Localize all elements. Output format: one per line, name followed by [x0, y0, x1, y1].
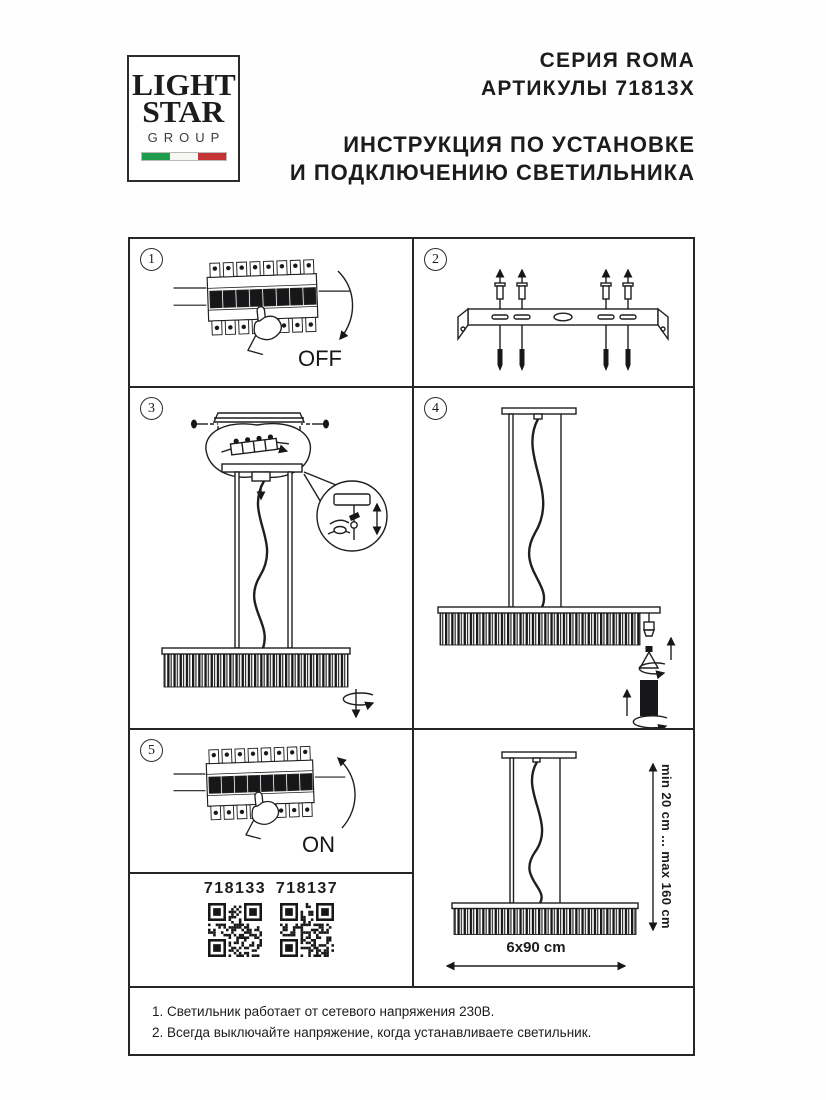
lamp-tube: [640, 680, 658, 716]
power-cable: [529, 419, 544, 607]
step-number-badge: [140, 248, 163, 271]
lamp-socket: [644, 622, 654, 630]
step-panel-3: [130, 388, 414, 730]
canopy: [222, 464, 302, 472]
step-panel-2: [414, 239, 693, 388]
bracket-left-flange: [458, 309, 468, 339]
rotate-arrow-icon: [633, 716, 667, 728]
series-block: [481, 47, 695, 103]
fixture-bar: [452, 903, 638, 909]
step-panel-5-wrap: [130, 730, 414, 986]
instruction-title: [290, 131, 695, 187]
step-number: 2: [432, 251, 439, 267]
step-number: 5: [148, 742, 155, 758]
notes-box: [128, 986, 695, 1056]
bracket-right-flange: [658, 309, 668, 339]
bracket-bar: [468, 309, 658, 325]
fixture-bar: [438, 607, 660, 613]
ceiling-mount-illustration: [130, 388, 412, 728]
instruction-grid: [128, 237, 695, 988]
width-dimension-label: 6x90 cm: [506, 939, 566, 956]
breaker-on-illustration: [130, 730, 412, 872]
qr-item-right: [275, 880, 339, 984]
step-number-badge: [424, 248, 447, 271]
suspension-rod: [288, 472, 292, 648]
step-number: 4: [432, 400, 439, 416]
suspension-rod: [510, 758, 514, 903]
ceiling-plate: [502, 752, 576, 758]
italian-flag-icon: [141, 152, 227, 161]
power-cable: [254, 481, 267, 648]
rotate-arrow-icon: [343, 693, 373, 705]
arrow-down-icon: [338, 271, 353, 339]
note-line-1: 1. Светильник работает от сетевого напряжения 230В.: [152, 1004, 495, 1019]
off-label: OFF: [298, 346, 342, 371]
on-label: ON: [302, 832, 335, 857]
fixture-fringe: [164, 654, 348, 687]
suspension-rod: [509, 414, 513, 607]
flag-red-stripe: [198, 153, 226, 160]
height-dimension-label: min 20 cm ... max 160 cm: [659, 763, 674, 929]
instruction-title-line2: И ПОДКЛЮЧЕНИЮ СВЕТИЛЬНИКА: [289, 160, 695, 185]
step-panel-4: [414, 388, 693, 730]
step-number: 3: [148, 400, 155, 416]
step-number-badge: [424, 397, 447, 420]
suspension-rod: [235, 472, 239, 648]
step-number-badge: [140, 739, 163, 762]
fixture-fringe: [454, 909, 636, 935]
mounting-bracket-illustration: [414, 239, 693, 386]
qr-panel: [130, 874, 412, 984]
instruction-title-line1: ИНСТРУКЦИЯ ПО УСТАНОВКЕ: [343, 132, 695, 157]
circuit-breaker-icon: [174, 746, 346, 840]
qr-label: 718137: [275, 880, 339, 897]
step-panel-5: [130, 730, 412, 874]
fixture-fringe: [440, 613, 640, 645]
fixture-bar: [162, 648, 350, 654]
circuit-breaker-icon: [174, 260, 350, 356]
series-title: СЕРИЯ ROMA: [539, 49, 695, 72]
lightstar-logo: [127, 55, 240, 182]
qr-code-icon: [280, 903, 334, 957]
qr-code-icon: [208, 903, 262, 957]
qr-item-left: [203, 880, 267, 984]
ceiling-plate: [502, 408, 576, 414]
logo-word-light: LIGHT: [131, 67, 236, 102]
pendant-assembly-illustration: [414, 388, 693, 728]
logo-word-star: STAR: [142, 94, 225, 129]
qr-label: 718133: [203, 880, 267, 897]
power-cable: [529, 762, 542, 903]
screw-icons: [498, 325, 631, 371]
flag-white-stripe: [170, 153, 198, 160]
arrow-up-icon: [338, 758, 355, 828]
dimensions-panel: [414, 730, 693, 986]
step-panel-1: [130, 239, 414, 388]
note-line-2: 2. Всегда выключайте напряжение, когда устанавливаете светильник.: [152, 1025, 592, 1040]
step-number-badge: [140, 397, 163, 420]
anchor-icons: [495, 270, 633, 309]
logo-word-group: GROUP: [147, 130, 226, 145]
flag-green-stripe: [142, 153, 170, 160]
breaker-off-illustration: [130, 239, 412, 386]
step-number: 1: [148, 251, 155, 267]
articles-title: АРТИКУЛЫ 71813X: [481, 77, 695, 100]
height-adjust-detail: [317, 481, 387, 551]
